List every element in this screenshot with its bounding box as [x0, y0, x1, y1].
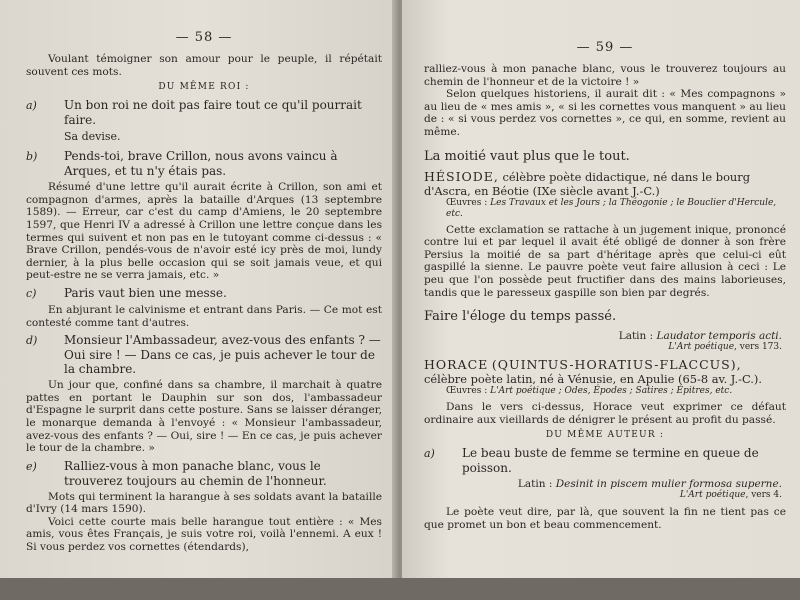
quote-label: a)	[26, 99, 37, 113]
page-number: — 59 —	[576, 40, 634, 55]
paragraph-c: En abjurant le calvinisme et entrant dans Paris. — Ce mot est contesté comme tant d'autres.	[26, 303, 382, 329]
latin-quote	[424, 478, 782, 490]
reference	[424, 342, 782, 352]
paragraph-final: Le poète veut dire, par là, que souvent la fin ne tient pas ce que promet un bon et beau commencement.	[424, 506, 786, 531]
paragraph-hesiode: Cette exclamation se rattache à un jugement inique, prononcé contre lui et par lequel il avait été obligé de donner à son frère Persius la moitié de sa part d'héritage après que celui-ci eût gaspillé la sienne. Le pauvre poète veut faire allusion à ceci : Le peu que l'on possède peut fructifier dans des mains laborieuses, tandis que le paresseux gaspille son bien par degrés.	[424, 223, 786, 299]
latin-text: Desinit in piscem mulier formosa superne.	[555, 478, 782, 491]
latin-text: Laudator temporis acti.	[656, 330, 782, 343]
quote-b	[26, 149, 382, 178]
latin-label: Latin :	[517, 478, 553, 491]
right-page	[402, 0, 800, 600]
paragraph-e1: Mots qui terminent la harangue à ses soldats avant la bataille d'Ivry (14 mars 1590).	[26, 490, 382, 516]
paragraph-b: Résumé d'une lettre qu'il aurait écrite à Crillon, son ami et compagnon d'armes, après la bataille d'Arques (13 septembre 1589). — Erreur, car c'est du camp d'Amiens, le 20 septembre 1597, que Henri IV a adressé à Crillon une lettre conçue dans les termes qui suivent et non pas en le tutoyant comme ci-dessus : « Brave Crillon, pendés-vous de n'avoir esté icy près de moi, lundy dernier, à la plus belle occasion qui se soit jamais veue, et qui peut-estre ne se verra jamais, etc. »	[26, 181, 382, 282]
quote-label: a)	[424, 447, 435, 461]
page-number: — 58 —	[175, 30, 233, 45]
paragraph-horace: Dans le vers ci-dessus, Horace veut exprimer ce défaut ordinaire aux vieillards de dénigrer le présent au profit du passé.	[424, 401, 786, 426]
reference-work: L'Art poétique	[679, 490, 746, 501]
author-description: célèbre poète didactique, né dans le bourg d'Ascra, en Béotie (IXe siècle avant J.-C.)	[424, 169, 750, 198]
reference-work: L'Art poétique	[668, 342, 735, 353]
paragraph-continued: ralliez-vous à mon panache blanc, vous le trouverez toujours au chemin de l'honneur et de la victoire ! »	[424, 63, 786, 88]
devise: Sa devise.	[64, 130, 121, 144]
author-fullname: (QUINTUS-HORATIUS-FLACCUS),	[491, 357, 742, 373]
subheading: DU MÊME AUTEUR :	[545, 430, 665, 441]
latin-quote	[424, 330, 782, 342]
author-name: HÉSIODE,	[424, 168, 499, 184]
subheading: DU MÊME ROI :	[158, 82, 250, 93]
quote-e	[26, 459, 382, 488]
section-heading: La moitié vaut plus que le tout.	[424, 148, 630, 164]
works-label: Œuvres :	[446, 197, 488, 208]
author-works	[446, 198, 786, 220]
author-description: célèbre poète latin, né à Vénusie, en Apulie (65-8 av. J.-C.).	[424, 372, 762, 387]
left-page	[0, 0, 398, 600]
table-surface	[0, 578, 800, 600]
paragraph-historians: Selon quelques historiens, il aurait dit : « Mes compagnons » au lieu de « mes amis », « si les cornettes vous manquent » au lieu de : « si vous perdez vos cornettes », ce qui, en somme, revient au même.	[424, 88, 786, 138]
author-name: HORACE	[424, 357, 489, 373]
author-works	[446, 386, 786, 397]
quote-c	[26, 286, 382, 301]
author-hesiode	[424, 170, 786, 198]
quote-label: c)	[26, 286, 37, 300]
reference	[424, 490, 782, 500]
quote-label: e)	[26, 459, 37, 473]
reference-verse: , vers 173.	[734, 342, 782, 353]
quote-label: b)	[26, 150, 38, 164]
quote-text: Pends-toi, brave Crillon, nous avons vaincu à Arques, et tu n'y étais pas.	[64, 149, 338, 179]
quote-a	[26, 98, 382, 127]
quote-text: Monsieur l'Ambassadeur, avez-vous des enfants ? — Oui sire ! — Dans ce cas, je puis achever le tour de la chambre.	[64, 333, 381, 377]
quote-text: Un bon roi ne doit pas faire tout ce qu'il pourrait faire.	[64, 98, 362, 128]
works-list: Les Travaux et les Jours ; la Théogonie ; le Bouclier d'Hercule, etc.	[446, 197, 777, 219]
author-horace	[424, 358, 786, 386]
quote-a	[424, 446, 786, 475]
latin-label: Latin :	[618, 330, 654, 343]
quote-d	[26, 333, 382, 376]
quote-text: Paris vaut bien une messe.	[64, 285, 227, 300]
works-list: L'Art poétique ; Odes, Épodes ; Satires ; Épitres, etc.	[490, 386, 733, 397]
paragraph-d: Un jour que, confiné dans sa chambre, il marchait à quatre pattes en portant le Dauphin sur son dos, l'ambassadeur d'Espagne le surprit dans cette posture. Sans se laisser déranger, le monarque demanda à l'envoyé : « Monsieur l'ambassadeur, avez-vous des enfants ? — Oui, sire ! — En ce cas, je puis achever le tour de la chambre. »	[26, 379, 382, 455]
works-label: Œuvres :	[446, 386, 488, 397]
reference-verse: , vers 4.	[745, 490, 782, 501]
quote-text: Ralliez-vous à mon panache blanc, vous le trouverez toujours au chemin de l'honneur.	[64, 458, 327, 488]
paragraph-intro: Voulant témoigner son amour pour le peuple, il répétait souvent ces mots.	[26, 53, 382, 78]
quote-text: Le beau buste de femme se termine en queue de poisson.	[462, 446, 759, 476]
section-heading: Faire l'éloge du temps passé.	[424, 309, 617, 325]
paragraph-e2: Voici cette courte mais belle harangue tout entière : « Mes amis, vous êtes Français, je suis votre roi, voilà l'ennemi. A eux ! Si vous perdez vos cornettes (étendards),	[26, 515, 382, 554]
quote-label: d)	[26, 334, 38, 348]
